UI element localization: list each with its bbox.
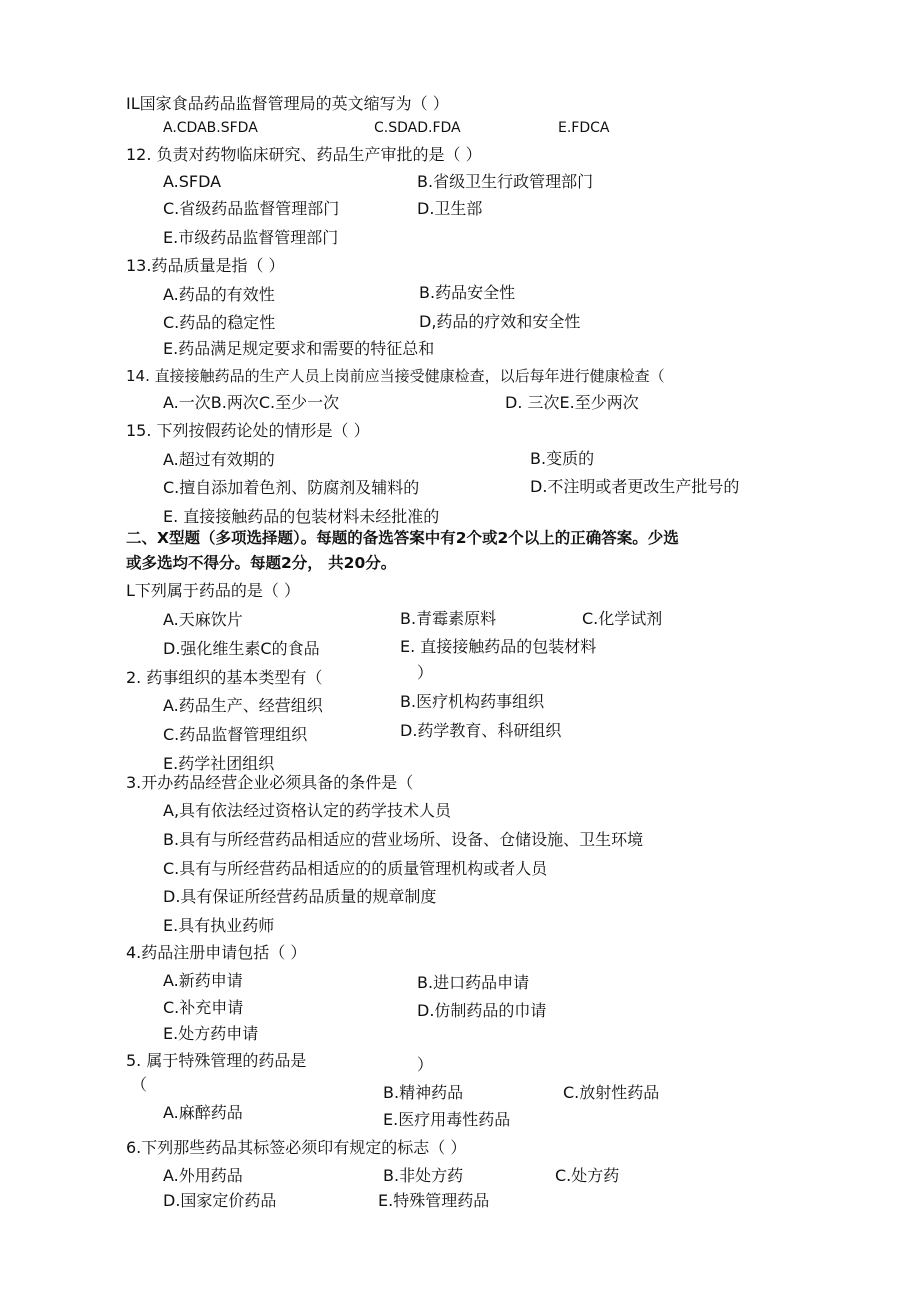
x-question-1-option-d: D.强化维生素C的食品 — [163, 639, 320, 658]
question-11-option-a-b: A.CDAB.SFDA — [163, 120, 258, 136]
x-question-1-option-c: C.化学试剂 — [582, 609, 663, 628]
x-question-2-option-e: E.药学社团组织 — [163, 754, 275, 773]
question-12-option-c: C.省级药品监督管理部门 — [163, 199, 340, 218]
question-12-option-e: E.市级药品监督管理部门 — [163, 228, 339, 247]
x-question-6-option-d: D.国家定价药品 — [163, 1191, 277, 1210]
section-two-heading-continued: 或多选均不得分。每题2分， 共20分。 — [126, 554, 397, 572]
x-question-3-option-c: C.具有与所经营药品相适应的的质量管理机构或者人员 — [163, 859, 548, 878]
x-question-3-option-e: E.具有执业药师 — [163, 916, 275, 935]
x-question-2-stem: 2. 药事组织的基本类型有（ — [126, 668, 323, 687]
question-13-option-d: D,药品的疗效和安全性 — [419, 312, 581, 331]
x-question-2-option-d: D.药学教育、科研组织 — [400, 721, 562, 740]
x-question-3-stem: 3.开办药品经营企业必须具备的条件是（ — [126, 773, 414, 792]
x-question-2-option-b: B.医疗机构药事组织 — [400, 692, 545, 711]
question-14-stem: 14. 直接接触药品的生产人员上岗前应当接受健康检查，以后每年进行健康检查（ — [126, 367, 665, 385]
x-question-3-option-d: D.具有保证所经营药品质量的规章制度 — [163, 887, 437, 906]
question-15-stem: 15. 下列按假药论处的情形是（ ） — [126, 421, 370, 440]
x-question-4-option-e: E.处方药申请 — [163, 1024, 259, 1043]
question-15-option-c: C.擅自添加着色剂、防腐剂及辅料的 — [163, 478, 420, 497]
x-question-4-option-b: B.进口药品申请 — [417, 973, 530, 992]
question-14-option-d-e: D. 三次E.至少两次 — [505, 393, 639, 412]
question-13-option-e: E.药品满足规定要求和需要的特征总和 — [163, 339, 435, 358]
x-question-6-option-e: E.特殊管理药品 — [378, 1191, 490, 1210]
question-15-option-e: E. 直接接触药品的包装材料未经批准的 — [163, 507, 440, 526]
question-11-option-c-d: C.SDAD.FDA — [374, 120, 461, 136]
x-question-3-option-a: A,具有依法经过资格认定的药学技术人员 — [163, 801, 452, 820]
x-question-5-closing-paren: ） — [417, 1055, 434, 1074]
x-question-1-option-a: A.天麻饮片 — [163, 610, 243, 629]
x-question-4-stem: 4.药品注册申请包括（ ） — [126, 943, 307, 962]
x-question-2-paren: ） — [417, 663, 434, 682]
question-13-stem: 13.药品质量是指（ ） — [126, 256, 285, 275]
x-question-3-option-b: B.具有与所经营药品相适应的营业场所、设备、仓储设施、卫生环境 — [163, 830, 644, 849]
question-12-option-a: A.SFDA — [163, 172, 222, 191]
question-15-option-d: D.不注明或者更改生产批号的 — [530, 477, 740, 496]
question-12-stem: 12. 负责对药物临床研究、药品生产审批的是（ ） — [126, 145, 482, 164]
x-question-4-option-c: C.补充申请 — [163, 998, 244, 1017]
x-question-2-option-c: C.药品监督管理组织 — [163, 725, 308, 744]
x-question-5-option-e: E.医疗用毒性药品 — [383, 1110, 511, 1129]
x-question-4-option-d: D.仿制药品的巾请 — [417, 1001, 547, 1020]
x-question-5-opening-paren: （ — [131, 1075, 148, 1094]
question-15-option-a: A.超过有效期的 — [163, 450, 275, 469]
x-question-1-option-e: E. 直接接触药品的包装材料 — [400, 637, 597, 656]
x-question-5-option-b: B.精神药品 — [383, 1083, 464, 1102]
question-11-option-e: E.FDCA — [558, 120, 610, 136]
question-12-option-b: B.省级卫生行政管理部门 — [417, 172, 594, 191]
question-13-option-a: A.药品的有效性 — [163, 285, 275, 304]
x-question-6-option-c: C.处方药 — [555, 1166, 620, 1185]
x-question-1-option-b: B.青霉素原料 — [400, 609, 497, 628]
x-question-5-option-c: C.放射性药品 — [563, 1083, 660, 1102]
x-question-6-option-b: B.非处方药 — [383, 1166, 464, 1185]
question-13-option-b: B.药品安全性 — [419, 283, 516, 302]
x-question-4-option-a: A.新药申请 — [163, 971, 243, 990]
x-question-6-stem: 6.下列那些药品其标签必须印有规定的标志（ ） — [126, 1138, 467, 1157]
question-12-option-d: D.卫生部 — [417, 199, 483, 218]
x-question-6-option-a: A.外用药品 — [163, 1166, 243, 1185]
question-13-option-c: C.药品的稳定性 — [163, 313, 276, 332]
x-question-1-stem: L下列属于药品的是（ ） — [126, 581, 301, 600]
question-15-option-b: B.变质的 — [530, 449, 595, 468]
x-question-5-stem: 5. 属于特殊管理的药品是 — [126, 1051, 307, 1070]
x-question-5-option-a: A.麻醉药品 — [163, 1103, 243, 1122]
x-question-2-option-a: A.药品生产、经营组织 — [163, 696, 323, 715]
question-14-option-a-c: A.一次B.两次C.至少一次 — [163, 393, 340, 412]
section-two-heading: 二、X型题（多项选择题）。每题的备选答案中有2个或2个以上的正确答案。少选 — [126, 529, 679, 547]
question-11-stem: IL国家食品药品监督管理局的英文缩写为（ ） — [126, 94, 449, 113]
